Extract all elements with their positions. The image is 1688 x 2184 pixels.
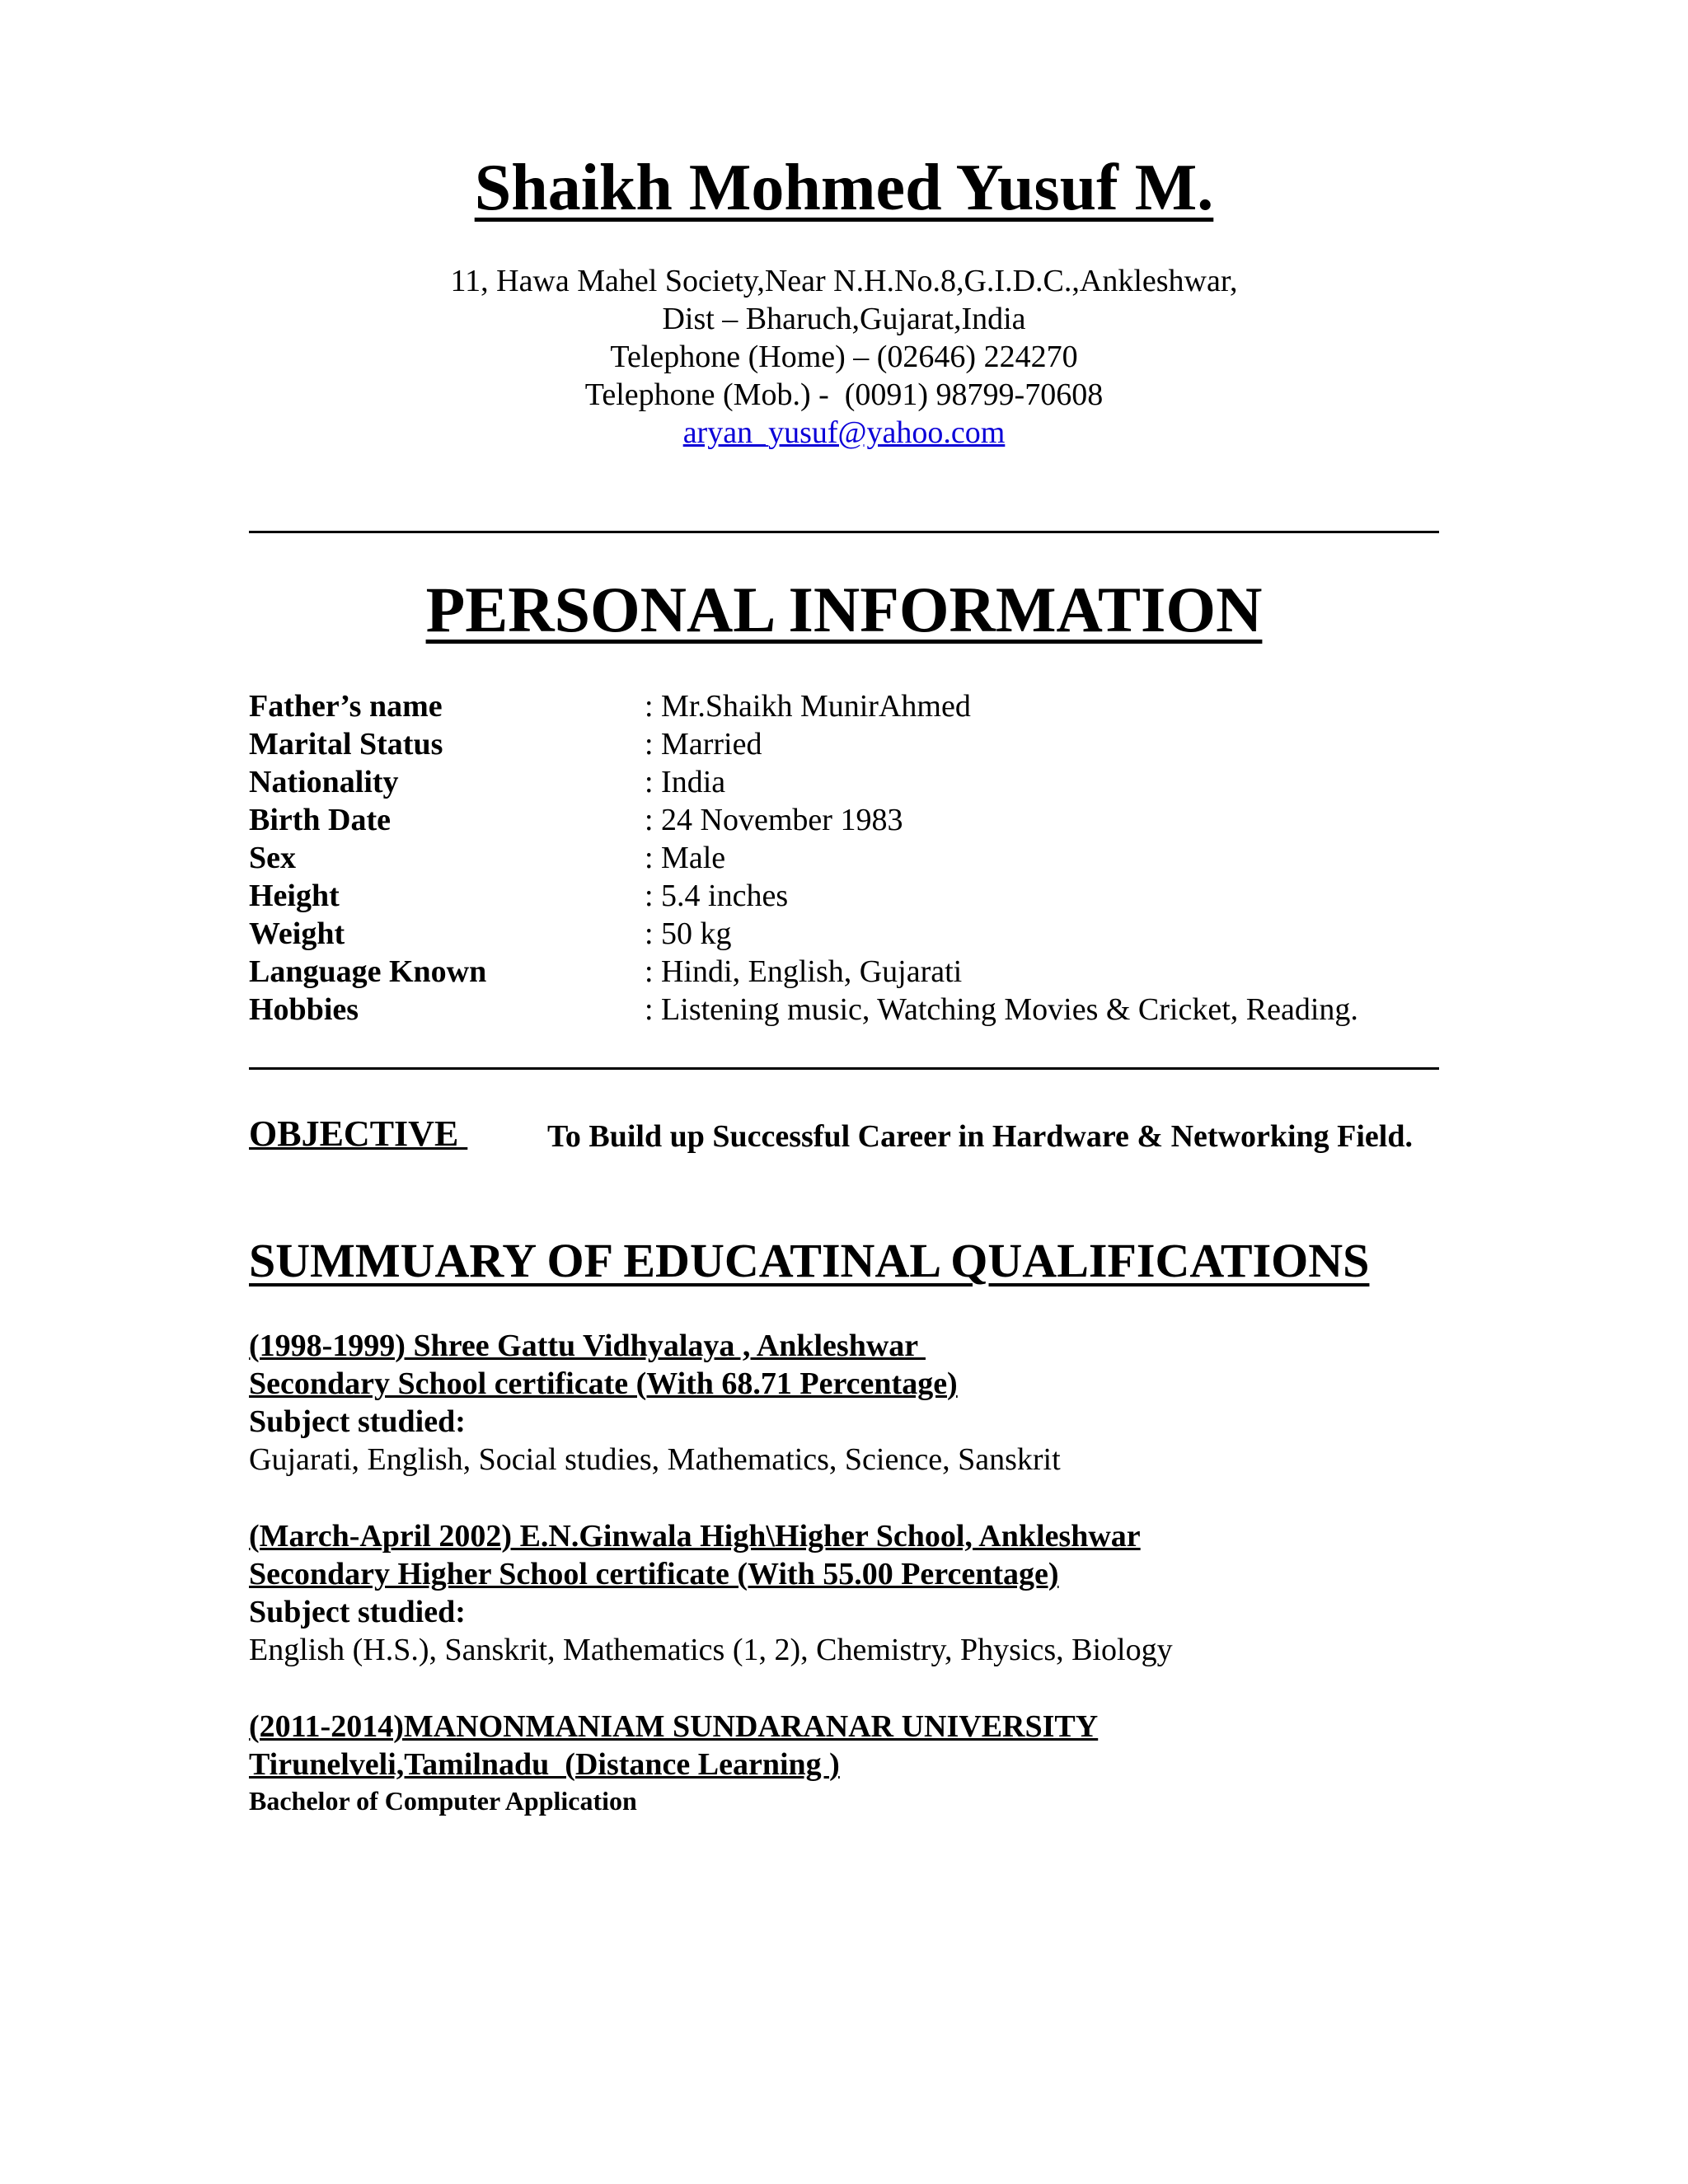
info-value: : 5.4 inches xyxy=(645,879,789,913)
education-1-certificate: Secondary School certificate (With 68.71 Percentage) xyxy=(249,1366,958,1401)
info-label: Hobbies xyxy=(249,992,359,1027)
info-value: : Married xyxy=(645,727,762,762)
education-title-text: SUMMUARY OF EDUCATINAL QUALIFICATIONS xyxy=(249,1234,1370,1287)
candidate-name xyxy=(0,147,1688,229)
email-row xyxy=(0,414,1688,452)
info-label: Weight xyxy=(249,916,345,951)
candidate-name-text: Shaikh Mohmed Yusuf M. xyxy=(474,152,1214,224)
education-title xyxy=(249,1232,1369,1290)
info-row-height xyxy=(249,877,1439,915)
info-value: : Listening music, Watching Movies & Cricket, Reading. xyxy=(645,992,1358,1027)
info-value: : 50 kg xyxy=(645,916,732,951)
info-label: Height xyxy=(249,879,340,913)
education-1-heading: (1998-1999) Shree Gattu Vidhyalaya , Ankleshwar xyxy=(249,1329,926,1363)
objective-label: OBJECTIVE xyxy=(249,1113,468,1154)
info-divider xyxy=(249,1067,1439,1070)
info-row-nationality xyxy=(249,763,1439,801)
objective-text: To Build up Successful Career in Hardware & Networking Field. xyxy=(547,1119,1413,1154)
education-2-certificate: Secondary Higher School certificate (With 55.00 Percentage) xyxy=(249,1557,1059,1591)
info-row-birth-date xyxy=(249,801,1439,839)
info-row-fathers-name xyxy=(249,687,1439,725)
address-line-1: 11, Hawa Mahel Society,Near N.H.No.8,G.I.D.C.,Ankleshwar, xyxy=(450,264,1238,298)
info-label: Marital Status xyxy=(249,727,443,762)
info-value: : Male xyxy=(645,841,726,875)
info-label: Nationality xyxy=(249,765,399,799)
info-value: : 24 November 1983 xyxy=(645,803,903,837)
telephone-home: Telephone (Home) – (02646) 224270 xyxy=(610,340,1078,374)
personal-info-title-text: PERSONAL INFORMATION xyxy=(425,574,1263,645)
telephone-mobile: Telephone (Mob.) - (0091) 98799-70608 xyxy=(584,377,1104,412)
info-label: Sex xyxy=(249,841,296,875)
education-3-heading: (2011-2014)MANONMANIAM SUNDARANAR UNIVERSITY xyxy=(249,1709,1099,1744)
personal-info-title xyxy=(0,569,1688,651)
info-row-sex xyxy=(249,839,1439,877)
info-value: : Mr.Shaikh MunirAhmed xyxy=(645,689,971,724)
info-value: : India xyxy=(645,765,726,799)
address-line-2: Dist – Bharuch,Gujarat,India xyxy=(662,302,1026,336)
education-2-subjects-label: Subject studied: xyxy=(249,1595,466,1629)
info-row-marital-status xyxy=(249,725,1439,763)
education-2-subjects: English (H.S.), Sanskrit, Mathematics (1, 2), Chemistry, Physics, Biology xyxy=(249,1633,1173,1667)
info-row-language-known xyxy=(249,953,1439,991)
email-link[interactable]: aryan_yusuf@yahoo.com xyxy=(682,415,1006,450)
info-label: Language Known xyxy=(249,954,487,989)
education-3-certificate: Tirunelveli,Tamilnadu (Distance Learning ) xyxy=(249,1747,840,1782)
education-1-subjects: Gujarati, English, Social studies, Mathematics, Science, Sanskrit xyxy=(249,1442,1061,1477)
header-divider xyxy=(249,531,1439,533)
info-value: : Hindi, English, Gujarati xyxy=(645,954,963,989)
education-1-subjects-label: Subject studied: xyxy=(249,1404,466,1439)
education-2-heading: (March-April 2002) E.N.Ginwala High\Higher School, Ankleshwar xyxy=(249,1519,1141,1554)
info-row-weight xyxy=(249,915,1439,953)
info-label: Birth Date xyxy=(249,803,392,837)
info-label: Father’s name xyxy=(249,689,443,724)
education-3-degree: Bachelor of Computer Application xyxy=(249,1786,637,1816)
info-row-hobbies xyxy=(249,991,1439,1029)
